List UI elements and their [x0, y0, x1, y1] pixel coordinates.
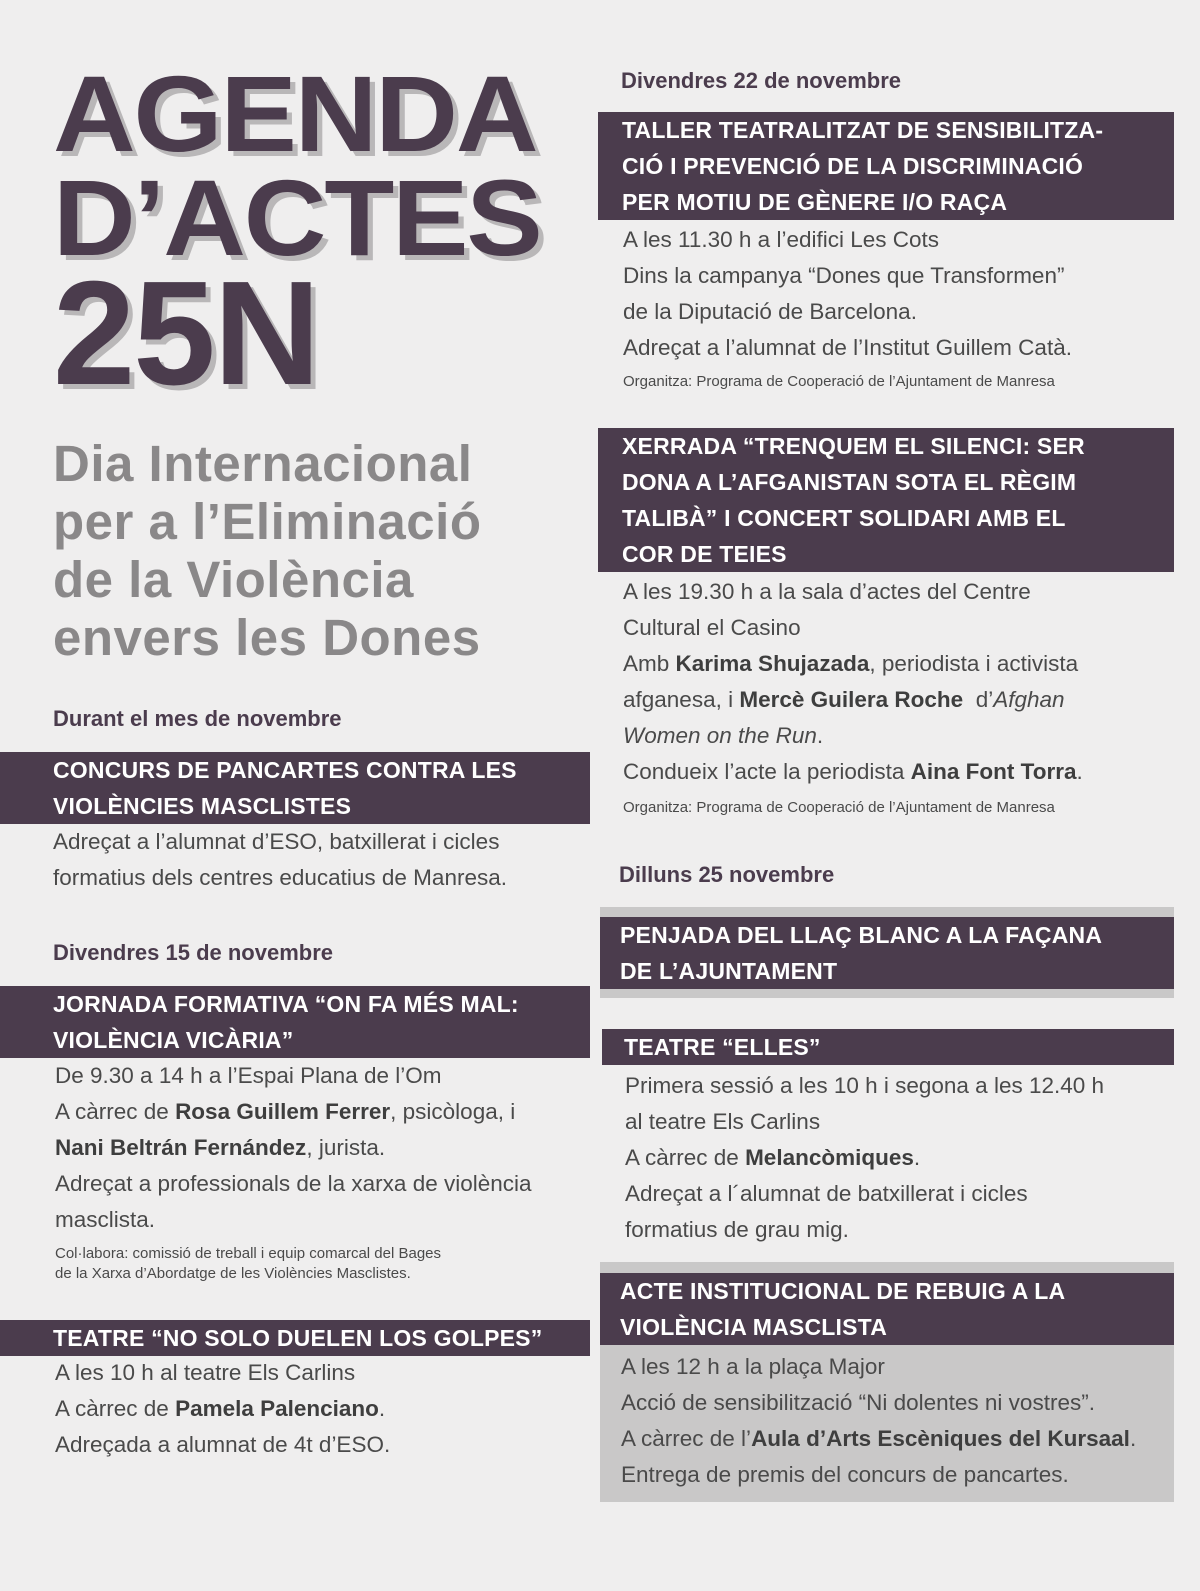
event-title-line: JORNADA FORMATIVA “ON FA MÉS MAL:	[53, 991, 519, 1017]
event-detail-line	[55, 1391, 390, 1427]
event-title-bar	[0, 1320, 590, 1356]
event-details	[55, 1355, 390, 1463]
subtitle-line: Dia Internacional	[53, 435, 473, 492]
event-detail-line	[55, 1094, 532, 1130]
event-detail-line	[621, 1421, 1136, 1457]
detail-text: .	[378, 1396, 386, 1421]
event-title-line: PER MOTIU DE GÈNERE I/O RAÇA	[622, 189, 1008, 215]
event-details	[623, 222, 1072, 366]
event-details	[55, 1058, 532, 1238]
event-details	[621, 1349, 1136, 1493]
event-title-line: TALIBÀ” I CONCERT SOLIDARI AMB EL	[622, 505, 1066, 531]
event-title-line: VIOLÈNCIA VICÀRIA”	[53, 1027, 294, 1053]
person-name: Mercè Guilera Roche	[739, 687, 964, 712]
event-detail-line: A les 11.30 h a l’edifici Les Cots	[623, 227, 940, 252]
event-note: Organitza: Programa de Cooperació de l’Ajuntament de Manresa	[623, 799, 1055, 816]
detail-text: A càrrec de	[625, 1145, 746, 1170]
subtitle-line: de la Violència	[53, 551, 414, 608]
event-detail-line: Acció de sensibilització “Ni dolentes ni vostres”.	[621, 1390, 1095, 1415]
event-title-bar	[602, 1029, 1174, 1065]
person-name: Rosa Guillem Ferrer	[175, 1099, 391, 1124]
event-title-line: COR DE TEIES	[622, 541, 787, 567]
detail-text: afganesa, i	[623, 687, 740, 712]
company-name: Melancòmiques	[745, 1145, 914, 1170]
detail-text: d’	[963, 687, 994, 712]
subtitle	[53, 435, 573, 667]
title-line-3: 25N	[53, 251, 319, 416]
main-title	[53, 53, 613, 416]
event-detail-line	[623, 754, 1083, 790]
detail-text: .	[1129, 1426, 1137, 1451]
event-title-line: ACTE INSTITUCIONAL DE REBUIG A LA	[620, 1278, 1066, 1304]
event-note: Organitza: Programa de Cooperació de l’Ajuntament de Manresa	[623, 373, 1055, 390]
event-title-bar	[600, 917, 1174, 989]
event-title-bar	[598, 112, 1174, 220]
subtitle-line: envers les Dones	[53, 609, 481, 666]
event-detail-line: masclista.	[55, 1207, 156, 1232]
event-title-line: VIOLÈNCIES MASCLISTES	[53, 793, 352, 819]
event-details	[53, 824, 507, 896]
detail-text: , psicòloga, i	[390, 1099, 516, 1124]
event-detail-line: Cultural el Casino	[623, 615, 801, 640]
detail-text: , jurista.	[306, 1135, 386, 1160]
event-title-bar	[598, 428, 1174, 572]
detail-text: .	[1076, 759, 1083, 784]
event-title-line: TEATRE “ELLES”	[624, 1034, 821, 1060]
note-line: Col·labora: comissió de treball i equip comarcal del Bages	[55, 1245, 442, 1262]
detail-text: .	[816, 723, 824, 748]
event-detail-line	[623, 682, 1083, 718]
event-title-line: DE L’AJUNTAMENT	[620, 958, 838, 984]
event-detail-line: Adreçat a l’alumnat de l’Institut Guillem Catà.	[623, 335, 1072, 360]
org-name: Women on the Run	[623, 723, 817, 748]
event-detail-line: Entrega de premis del concurs de pancartes.	[621, 1462, 1069, 1487]
person-name: Aina Font Torra	[910, 759, 1077, 784]
event-detail-line: formatius de grau mig.	[625, 1217, 849, 1242]
date-heading: Durant el mes de novembre	[53, 706, 342, 731]
event-detail-line	[623, 646, 1083, 682]
event-detail-line: Dins la campanya “Dones que Transformen”	[623, 263, 1065, 288]
detail-text: , periodista i activista	[869, 651, 1079, 676]
detail-text: A càrrec de l’	[621, 1426, 752, 1451]
event-detail-line: De 9.30 a 14 h a l’Espai Plana de l’Om	[55, 1063, 442, 1088]
event-detail-line: de la Diputació de Barcelona.	[623, 299, 917, 324]
event-detail-line: Adreçat a l’alumnat d’ESO, batxillerat i cicles	[53, 829, 500, 854]
event-detail-line	[55, 1130, 532, 1166]
event-note	[55, 1244, 441, 1284]
event-title-bar	[0, 752, 590, 824]
detail-text: Amb	[623, 651, 676, 676]
person-name: Karima Shujazada	[675, 651, 870, 676]
event-detail-line: al teatre Els Carlins	[625, 1109, 821, 1134]
event-title-line: TALLER TEATRALITZAT DE SENSIBILITZA-	[622, 117, 1104, 143]
event-detail-line: Adreçat a professionals de la xarxa de violència	[55, 1171, 532, 1196]
event-title-bar	[600, 1273, 1174, 1345]
date-heading: Divendres 22 de novembre	[621, 68, 902, 93]
event-detail-line: formatius dels centres educatius de Manresa.	[53, 865, 507, 890]
note-line: de la Xarxa d’Abordatge de les Violències Masclistes.	[55, 1265, 411, 1282]
event-detail-line: A les 12 h a la plaça Major	[621, 1354, 885, 1379]
event-title-line: DONA A L’AFGANISTAN SOTA EL RÈGIM	[622, 469, 1077, 495]
event-title-line: XERRADA “TRENQUEM EL SILENCI: SER	[622, 433, 1085, 459]
org-name: Aula d’Arts Escèniques del Kursaal	[751, 1426, 1130, 1451]
detail-text: A càrrec de	[55, 1099, 176, 1124]
event-title-line: TEATRE “NO SOLO DUELEN LOS GOLPES”	[53, 1325, 543, 1351]
event-details	[623, 574, 1083, 790]
event-details	[625, 1068, 1104, 1248]
event-detail-line: Adreçat a l´alumnat de batxillerat i cicles	[625, 1181, 1028, 1206]
event-detail-line: Adreçada a alumnat de 4t d’ESO.	[55, 1432, 391, 1457]
event-detail-line	[623, 718, 1083, 754]
event-title-line: PENJADA DEL LLAÇ BLANC A LA FAÇANA	[620, 922, 1103, 948]
date-heading: Divendres 15 de novembre	[53, 940, 334, 965]
title-line-2: D’ACTES	[53, 157, 541, 278]
subtitle-line: per a l’Eliminació	[53, 493, 482, 550]
event-title-line: CIÓ I PREVENCIÓ DE LA DISCRIMINACIÓ	[622, 153, 1084, 179]
person-name: Nani Beltrán Fernández	[55, 1135, 307, 1160]
event-detail-line	[625, 1140, 1104, 1176]
event-detail-line: Primera sessió a les 10 h i segona a les 12.40 h	[625, 1073, 1105, 1098]
detail-text: A càrrec de	[55, 1396, 176, 1421]
org-name: Afghan	[993, 687, 1065, 712]
event-detail-line: A les 19.30 h a la sala d’actes del Centre	[623, 579, 1031, 604]
event-title-bar	[0, 986, 590, 1058]
event-detail-line: A les 10 h al teatre Els Carlins	[55, 1360, 356, 1385]
title-line-1: AGENDA	[53, 53, 537, 174]
person-name: Pamela Palenciano	[175, 1396, 379, 1421]
date-heading: Dilluns 25 novembre	[619, 862, 835, 887]
event-title-line: VIOLÈNCIA MASCLISTA	[620, 1314, 888, 1340]
event-title-line: CONCURS DE PANCARTES CONTRA LES	[53, 757, 517, 783]
detail-text: .	[913, 1145, 921, 1170]
detail-text: Condueix l’acte la periodista	[623, 759, 911, 784]
